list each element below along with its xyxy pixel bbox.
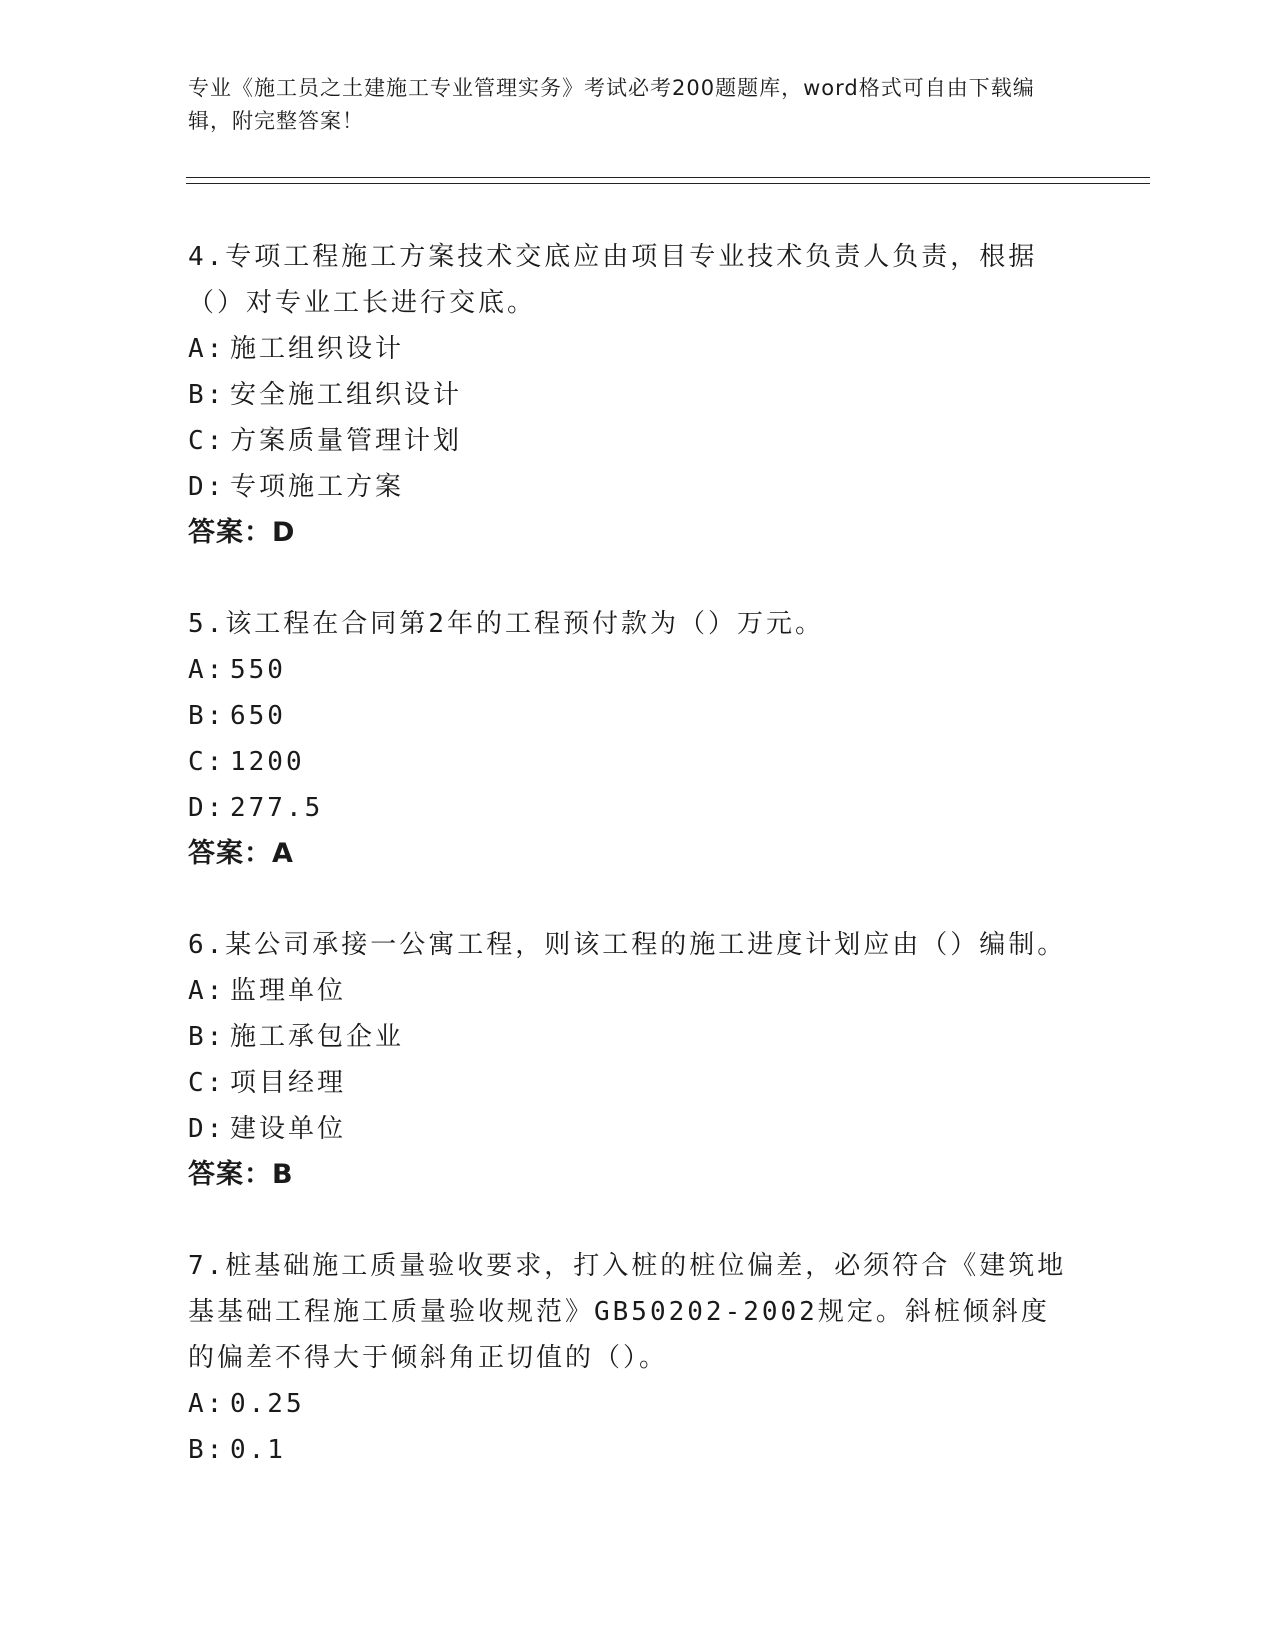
option-key: B:: [188, 701, 226, 731]
option-key: A:: [188, 1389, 226, 1419]
option-text: 专项施工方案: [230, 472, 405, 502]
option-b: [188, 693, 1078, 739]
option-text: 项目经理: [230, 1068, 347, 1098]
option-text: 550: [230, 655, 286, 685]
option-key: D:: [188, 1114, 226, 1144]
option-key: A:: [188, 334, 226, 364]
header-divider-bottom: [186, 183, 1150, 184]
answer-label: 答案：B: [188, 1159, 294, 1190]
option-b: [188, 1427, 1078, 1473]
option-text: 安全施工组织设计: [230, 380, 463, 410]
option-text: 277.5: [230, 793, 324, 823]
question-7: [188, 1243, 1078, 1473]
option-d: [188, 1106, 1078, 1152]
option-a: [188, 1381, 1078, 1427]
answer-label: 答案：D: [188, 517, 296, 548]
option-text: 建设单位: [230, 1114, 347, 1144]
option-text: 方案质量管理计划: [230, 426, 463, 456]
option-text: 650: [230, 701, 286, 731]
question-stem: 6.某公司承接一公寓工程，则该工程的施工进度计划应由（）编制。: [188, 930, 1067, 960]
option-text: 施工组织设计: [230, 334, 405, 364]
option-d: [188, 785, 1078, 831]
option-c: [188, 1060, 1078, 1106]
question-stem: 7.桩基础施工质量验收要求，打入桩的桩位偏差，必须符合《建筑地基基础工程施工质量验收规范》GB50202-2002规定。斜桩倾斜度的偏差不得大于倾斜角正切值的（）。: [188, 1251, 1067, 1373]
document-header: 专业《施工员之土建施工专业管理实务》考试必考200题题库，word格式可自由下载编辑，附完整答案！: [188, 76, 1035, 133]
option-key: A:: [188, 655, 226, 685]
option-b: [188, 372, 1078, 418]
question-stem: 4.专项工程施工方案技术交底应由项目专业技术负责人负责，根据（）对专业工长进行交底。: [188, 242, 1038, 318]
option-key: B:: [188, 1022, 226, 1052]
option-b: [188, 1014, 1078, 1060]
answer-label: 答案：A: [188, 838, 294, 869]
option-text: 1200: [230, 747, 305, 777]
option-key: C:: [188, 747, 226, 777]
question-5: [188, 601, 1078, 877]
option-a: [188, 326, 1078, 372]
option-key: B:: [188, 380, 226, 410]
header-divider-top: [186, 177, 1150, 178]
question-list: [188, 234, 1078, 1518]
question-stem: 5.该工程在合同第2年的工程预付款为（）万元。: [188, 609, 824, 639]
option-key: C:: [188, 1068, 226, 1098]
option-text: 0.1: [230, 1435, 286, 1465]
option-key: D:: [188, 472, 226, 502]
option-d: [188, 464, 1078, 510]
option-c: [188, 739, 1078, 785]
option-a: [188, 968, 1078, 1014]
option-text: 施工承包企业: [230, 1022, 405, 1052]
question-6: [188, 922, 1078, 1198]
option-key: A:: [188, 976, 226, 1006]
option-a: [188, 647, 1078, 693]
option-c: [188, 418, 1078, 464]
option-key: D:: [188, 793, 226, 823]
option-text: 0.25: [230, 1389, 305, 1419]
option-text: 监理单位: [230, 976, 347, 1006]
option-key: B:: [188, 1435, 226, 1465]
question-4: [188, 234, 1078, 556]
option-key: C:: [188, 426, 226, 456]
